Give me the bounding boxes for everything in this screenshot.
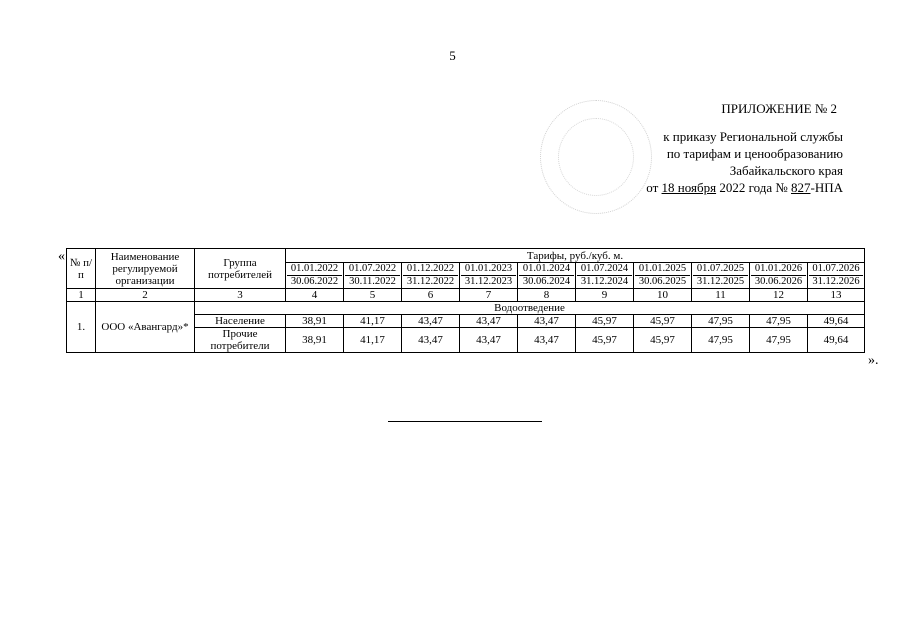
date-prefix: от <box>646 180 662 195</box>
period-to: 30.06.2026 <box>751 275 806 288</box>
tariff-value: 38,91 <box>286 315 344 328</box>
period-to: 31.12.2026 <box>809 275 863 288</box>
appendix-date-line <box>646 179 843 196</box>
tariff-value: 47,95 <box>692 315 750 328</box>
date-middle: 2022 года № <box>716 180 791 195</box>
tariff-value: 43,47 <box>402 315 460 328</box>
closing-quote: ». <box>868 353 879 368</box>
organization-name: ООО «Авангард»* <box>96 302 195 353</box>
column-number-row <box>67 289 865 302</box>
section-title: Водоотведение <box>195 302 865 315</box>
consumer-group: Прочие потребители <box>195 328 286 353</box>
period-header <box>692 263 750 289</box>
tariff-value: 38,91 <box>286 328 344 353</box>
tariff-value: 43,47 <box>460 315 518 328</box>
period-from: 01.01.2024 <box>522 263 571 274</box>
period-from: 01.01.2022 <box>290 263 339 274</box>
tariff-value: 45,97 <box>634 328 692 353</box>
period-to: 31.12.2025 <box>693 275 748 288</box>
tariff-value: 43,47 <box>460 328 518 353</box>
period-to: 30.11.2022 <box>345 275 400 288</box>
column-number: 11 <box>692 289 750 302</box>
header-num: № п/п <box>67 249 96 289</box>
period-to: 30.06.2022 <box>287 275 342 288</box>
period-from: 01.01.2023 <box>464 263 513 274</box>
tariff-value: 49,64 <box>808 315 865 328</box>
period-header <box>808 263 865 289</box>
appendix-line-1: к приказу Региональной службы <box>663 129 843 144</box>
tariff-value: 43,47 <box>402 328 460 353</box>
period-to: 31.12.2024 <box>577 275 632 288</box>
header-tariffs: Тарифы, руб./куб. м. <box>286 249 865 263</box>
column-number: 2 <box>96 289 195 302</box>
tariff-value: 45,97 <box>634 315 692 328</box>
order-date: 18 ноября <box>661 180 717 195</box>
tariff-value: 45,97 <box>576 328 634 353</box>
opening-quote: « <box>58 249 65 264</box>
separator-rule <box>388 421 542 422</box>
column-number: 6 <box>402 289 460 302</box>
tariffs-table <box>66 248 865 353</box>
appendix-line-3: Забайкальского края <box>729 163 843 178</box>
column-number: 7 <box>460 289 518 302</box>
period-from: 01.07.2025 <box>696 263 745 274</box>
period-from: 01.12.2022 <box>406 263 455 274</box>
appendix-line-2: по тарифам и ценообразованию <box>666 146 843 161</box>
column-number: 1 <box>67 289 96 302</box>
period-from: 01.07.2022 <box>348 263 397 274</box>
tariff-value: 47,95 <box>750 315 808 328</box>
column-number: 4 <box>286 289 344 302</box>
period-from: 01.07.2024 <box>580 263 629 274</box>
column-number: 10 <box>634 289 692 302</box>
appendix-title: ПРИЛОЖЕНИЕ № 2 <box>721 101 837 116</box>
period-from: 01.01.2026 <box>754 263 803 274</box>
period-from: 01.01.2025 <box>638 263 687 274</box>
period-header <box>518 263 576 289</box>
period-header <box>344 263 402 289</box>
period-from: 01.07.2026 <box>812 263 860 274</box>
order-number: 827 <box>791 180 811 195</box>
tariff-value: 43,47 <box>518 315 576 328</box>
tariff-value: 47,95 <box>750 328 808 353</box>
period-to: 31.12.2022 <box>403 275 458 288</box>
page-number: 5 <box>449 48 456 63</box>
appendix-header <box>646 100 843 196</box>
column-number: 8 <box>518 289 576 302</box>
tariff-value: 47,95 <box>692 328 750 353</box>
column-number: 12 <box>750 289 808 302</box>
column-number: 13 <box>808 289 865 302</box>
tariff-value: 41,17 <box>344 315 402 328</box>
column-number: 5 <box>344 289 402 302</box>
tariff-value: 41,17 <box>344 328 402 353</box>
order-suffix: -НПА <box>810 180 843 195</box>
period-header <box>460 263 518 289</box>
period-to: 31.12.2023 <box>461 275 516 288</box>
period-header <box>634 263 692 289</box>
period-header <box>402 263 460 289</box>
consumer-group: Население <box>195 315 286 328</box>
row-number: 1. <box>67 302 96 353</box>
tariff-value: 49,64 <box>808 328 865 353</box>
header-organization: Наименование регулируемой организации <box>96 249 195 289</box>
stamp-seal-inner <box>558 118 634 196</box>
column-number: 3 <box>195 289 286 302</box>
column-number: 9 <box>576 289 634 302</box>
tariff-value: 43,47 <box>518 328 576 353</box>
tariff-value: 45,97 <box>576 315 634 328</box>
period-to: 30.06.2024 <box>519 275 574 288</box>
period-header <box>286 263 344 289</box>
period-header <box>750 263 808 289</box>
period-to: 30.06.2025 <box>635 275 690 288</box>
header-consumer-group: Группа потребителей <box>195 249 286 289</box>
period-header <box>576 263 634 289</box>
